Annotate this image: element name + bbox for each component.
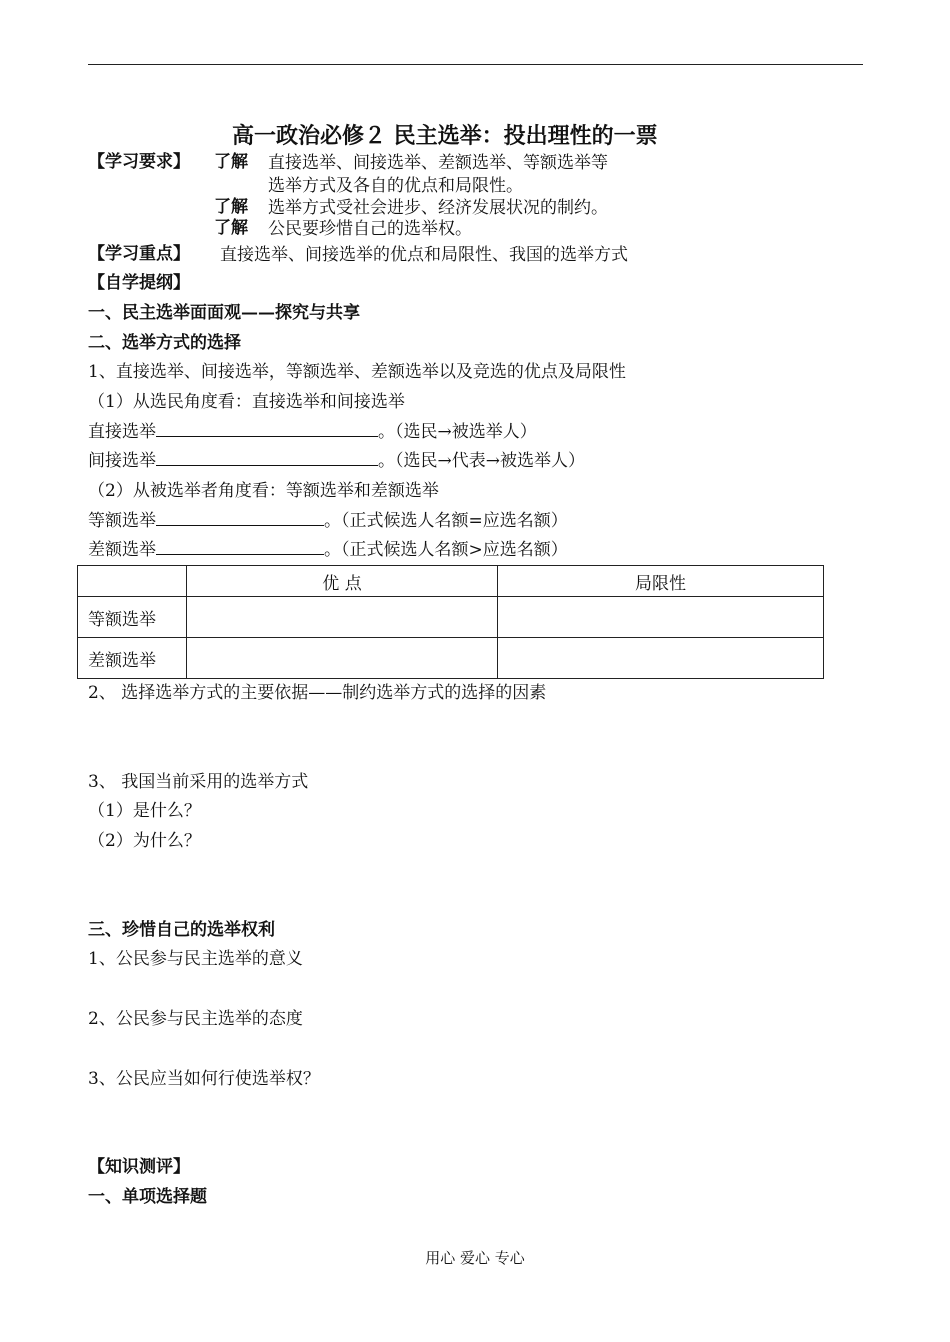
table-cell-limitations[interactable] <box>498 597 824 638</box>
table-header-advantages: 优 点 <box>187 566 498 597</box>
table-header-limitations: 局限性 <box>498 566 824 597</box>
table-row-label: 差额选举 <box>78 638 187 679</box>
table-cell-advantages[interactable] <box>187 638 498 679</box>
direct-election-blank[interactable] <box>156 422 378 437</box>
table-header-corner <box>78 566 187 597</box>
section-3-question-1: 1、公民参与民主选举的意义 <box>88 949 303 969</box>
equal-election-note: 。（正式候选人名额=应选名额） <box>324 511 568 531</box>
test-label: 【知识测评】 <box>88 1157 190 1177</box>
direct-election-note: 。（选民→被选举人） <box>378 422 537 442</box>
section-2-heading: 二、选举方式的选择 <box>88 333 241 353</box>
table-header-row <box>78 566 824 597</box>
section-3-question-3: 3、公民应当如何行使选举权？ <box>88 1069 320 1089</box>
page-title: 高一政治必修２ 民主选举：投出理性的一票 <box>232 123 658 149</box>
section-3-heading: 三、珍惜自己的选举权利 <box>88 920 275 940</box>
requirement-verb-2: 了解 <box>214 197 248 217</box>
section-3-question-2: 2、公民参与民主选举的态度 <box>88 1009 303 1029</box>
focus-text: 直接选举、间接选举的优点和局限性、我国的选举方式 <box>220 245 628 265</box>
requirement-verb-3: 了解 <box>214 218 248 238</box>
question-1a: （1）从选民角度看：直接选举和间接选举 <box>88 392 405 412</box>
equal-election-label: 等额选举 <box>88 511 156 531</box>
question-1b: （2）从被选举者角度看：等额选举和差额选举 <box>88 481 439 501</box>
direct-election-line <box>88 421 537 443</box>
requirement-text-1: 直接选举、间接选举、差额选举、等额选举等 <box>268 153 608 173</box>
question-3b: （2）为什么？ <box>88 831 201 851</box>
diff-election-line <box>88 539 568 561</box>
requirements-label: 【学习要求】 <box>88 152 190 172</box>
section-1-heading: 一、民主选举面面观——探究与共享 <box>88 303 360 323</box>
focus-label: 【学习重点】 <box>88 244 190 264</box>
table-cell-limitations[interactable] <box>498 638 824 679</box>
equal-election-line <box>88 510 568 532</box>
question-3: 3、 我国当前采用的选举方式 <box>88 772 309 792</box>
table-row-label: 等额选举 <box>78 597 187 638</box>
equal-election-blank[interactable] <box>156 511 324 526</box>
direct-election-label: 直接选举 <box>88 422 156 442</box>
requirement-text-2: 选举方式受社会进步、经济发展状况的制约。 <box>268 198 608 218</box>
requirement-text-3: 公民要珍惜自己的选举权。 <box>268 219 472 239</box>
outline-label: 【自学提纲】 <box>88 273 190 293</box>
question-2: 2、 选择选举方式的主要依据——制约选举方式的选择的因素 <box>88 683 547 703</box>
header-rule <box>88 64 863 65</box>
indirect-election-blank[interactable] <box>156 451 378 466</box>
requirement-verb-1: 了解 <box>214 152 248 172</box>
requirement-text-1-cont: 选举方式及各自的优点和局限性。 <box>268 176 523 196</box>
indirect-election-line <box>88 450 585 472</box>
comparison-table <box>77 565 824 679</box>
table-row <box>78 638 824 679</box>
indirect-election-label: 间接选举 <box>88 451 156 471</box>
table-cell-advantages[interactable] <box>187 597 498 638</box>
page-footer: 用心 爱心 专心 <box>425 1249 525 1267</box>
question-3a: （1）是什么？ <box>88 801 201 821</box>
diff-election-note: 。（正式候选人名额>应选名额） <box>324 540 568 560</box>
diff-election-blank[interactable] <box>156 540 324 555</box>
indirect-election-note: 。（选民→代表→被选举人） <box>378 451 585 471</box>
diff-election-label: 差额选举 <box>88 540 156 560</box>
question-1: 1、直接选举、间接选举，等额选举、差额选举以及竞选的优点及局限性 <box>88 362 626 382</box>
table-row <box>78 597 824 638</box>
test-section-1-heading: 一、单项选择题 <box>88 1187 207 1207</box>
